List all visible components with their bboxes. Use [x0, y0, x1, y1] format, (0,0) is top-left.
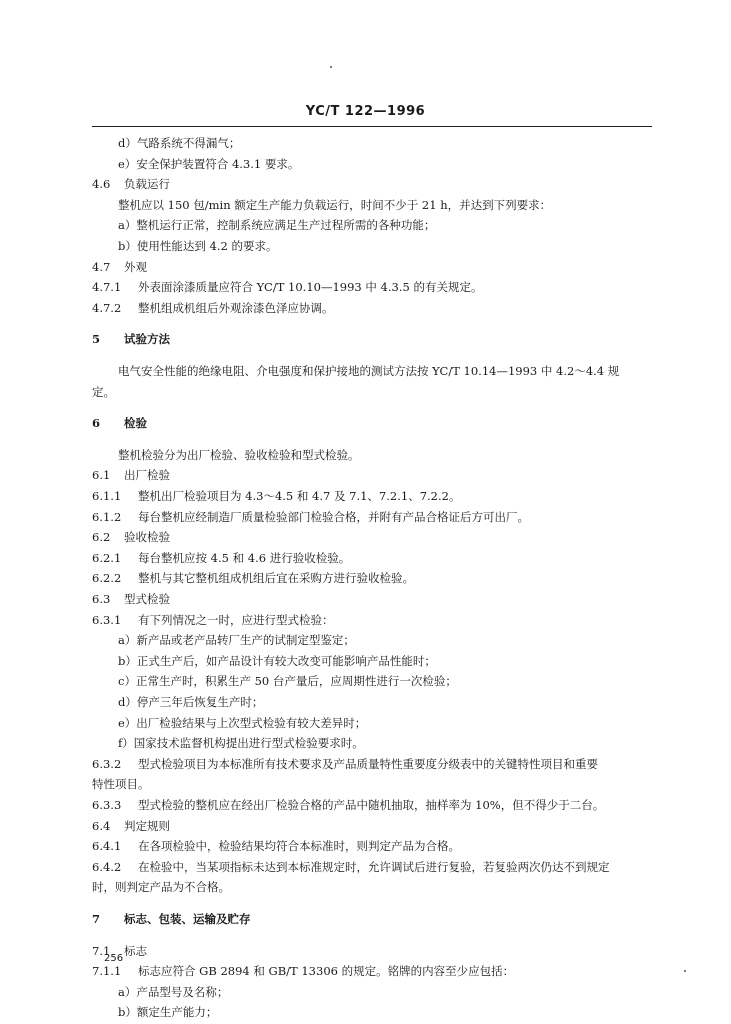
clause-number: 6.4.2: [92, 860, 122, 874]
clause-number: 6.2.2: [92, 571, 122, 585]
clause-line: [92, 571, 414, 585]
scan-speck: [684, 970, 686, 972]
clause-line: [92, 912, 251, 926]
line-text: 型式检验项目为本标准所有技术要求及产品质量特性重要度分级表中的关键特性项目和重要: [138, 757, 598, 771]
clause-line: [92, 489, 460, 503]
line-text: 电气安全性能的绝缘电阻、介电强度和保护接地的测试方法按 YC/T 10.14—1993 中 4.2～4.4 规: [118, 364, 620, 378]
text-line: [118, 364, 619, 378]
line-text: 每台整机应经制造厂质量检验部门检验合格，并附有产品合格证后方可出厂。: [138, 510, 529, 524]
line-text: b）正式生产后，如产品设计有较大改变可能影响产品性能时；: [118, 654, 436, 668]
clause-line: [92, 757, 598, 771]
line-text: 整机出厂检验项目为 4.3～4.5 和 4.7 及 7.1、7.2.1、7.2.2。: [138, 489, 461, 503]
text-line: [118, 736, 364, 750]
text-line: [118, 695, 263, 709]
clause-number: 6.1.1: [92, 489, 122, 503]
clause-line: [92, 260, 147, 274]
text-line: [92, 777, 150, 791]
clause-line: [92, 510, 529, 524]
clause-line: [92, 613, 334, 627]
text-line: [118, 716, 366, 730]
clause-number: 6.4.1: [92, 839, 122, 853]
line-text: 外表面涂漆质量应符合 YC/T 10.10—1993 中 4.3.5 的有关规定。: [138, 280, 483, 294]
line-text: 整机与其它整机组成机组后宜在采购方进行验收检验。: [138, 571, 414, 585]
line-text: b）使用性能达到 4.2 的要求。: [118, 239, 278, 253]
line-text: f）国家技术监督机构提出进行型式检验要求时。: [118, 736, 364, 750]
scan-speck: [330, 66, 332, 68]
line-text: e）出厂检验结果与上次型式检验有较大差异时；: [118, 716, 367, 730]
header-rule: [92, 126, 652, 127]
clause-number: 6.1.2: [92, 510, 122, 524]
line-text: 定。: [92, 385, 115, 399]
line-text: 整机组成机组后外观涂漆色泽应协调。: [138, 301, 334, 315]
text-line: [118, 654, 436, 668]
text-line: [118, 633, 355, 647]
clause-number: 4.6: [92, 177, 111, 191]
clause-line: [92, 332, 170, 346]
clause-line: [92, 551, 350, 565]
line-text: 负载运行: [124, 177, 170, 191]
line-text: 外观: [124, 260, 147, 274]
clause-number: 4.7.1: [92, 280, 122, 294]
line-text: d）停产三年后恢复生产时；: [118, 695, 264, 709]
line-text: 整机应以 150 包/min 额定生产能力负载运行，时间不少于 21 h，并达到下列要求：: [118, 198, 552, 212]
text-line: [118, 448, 360, 462]
text-line: [92, 880, 230, 894]
line-text: c）正常生产时，积累生产 50 台产量后，应周期性进行一次检验；: [118, 674, 457, 688]
line-text: 有下列情况之一时，应进行型式检验：: [138, 613, 334, 627]
clause-line: [92, 416, 147, 430]
line-text: a）产品型号及名称；: [118, 985, 229, 999]
clause-line: [92, 819, 170, 833]
line-text: 出厂检验: [124, 468, 170, 482]
clause-line: [92, 177, 170, 191]
line-text: 标志、包装、运输及贮存: [124, 912, 251, 926]
page-header: YC/T 122—1996: [305, 104, 426, 119]
line-text: 型式检验: [124, 592, 170, 606]
line-text: b）额定生产能力；: [118, 1005, 218, 1019]
text-line: [118, 136, 240, 150]
clause-number: 4.7.2: [92, 301, 122, 315]
clause-number: 4.7: [92, 260, 111, 274]
clause-number: 6.4: [92, 819, 111, 833]
line-text: 验收检验: [124, 530, 170, 544]
line-text: d）气路系统不得漏气；: [118, 136, 241, 150]
clause-line: [92, 280, 482, 294]
text-line: [118, 674, 457, 688]
clause-number: 6.3: [92, 592, 111, 606]
clause-line: [92, 798, 604, 812]
text-line: [118, 985, 228, 999]
line-text: 标志: [124, 944, 147, 958]
clause-line: [92, 839, 460, 853]
line-text: 整机检验分为出厂检验、验收检验和型式检验。: [118, 448, 360, 462]
clause-number: 6.1: [92, 468, 111, 482]
clause-line: [92, 468, 170, 482]
clause-line: [92, 592, 170, 606]
clause-number: 7.1: [92, 944, 111, 958]
text-line: [118, 1005, 217, 1019]
page-number: 256: [104, 953, 124, 964]
clause-number: 6.3.1: [92, 613, 122, 627]
clause-line: [92, 301, 334, 315]
clause-line: [92, 860, 610, 874]
clause-line: [92, 964, 514, 978]
clause-number: 7: [92, 912, 101, 926]
text-line: [118, 218, 435, 232]
text-line: [118, 239, 277, 253]
clause-number: 6.2.1: [92, 551, 122, 565]
line-text: 型式检验的整机应在经出厂检验合格的产品中随机抽取，抽样率为 10%，但不得少于二台。: [138, 798, 605, 812]
text-line: [92, 385, 115, 399]
clause-number: 6.2: [92, 530, 111, 544]
clause-number: 7.1.1: [92, 964, 122, 978]
line-text: 特性项目。: [92, 777, 150, 791]
line-text: 每台整机应按 4.5 和 4.6 进行验收检验。: [138, 551, 351, 565]
line-text: e）安全保护装置符合 4.3.1 要求。: [118, 157, 300, 171]
clause-number: 5: [92, 332, 101, 346]
line-text: a）新产品或老产品转厂生产的试制定型鉴定；: [118, 633, 355, 647]
clause-number: 6: [92, 416, 101, 430]
line-text: a）整机运行正常，控制系统应满足生产过程所需的各种功能；: [118, 218, 436, 232]
clause-number: 6.3.3: [92, 798, 122, 812]
line-text: 时，则判定产品为不合格。: [92, 880, 230, 894]
clause-number: 6.3.2: [92, 757, 122, 771]
line-text: 在各项检验中，检验结果均符合本标准时，则判定产品为合格。: [138, 839, 460, 853]
line-text: 检验: [124, 416, 147, 430]
clause-line: [92, 530, 170, 544]
line-text: 在检验中，当某项指标未达到本标准规定时，允许调试后进行复验，若复验两次仍达不到规定: [138, 860, 610, 874]
line-text: 判定规则: [124, 819, 170, 833]
line-text: 试验方法: [124, 332, 170, 346]
text-line: [118, 198, 551, 212]
line-text: 标志应符合 GB 2894 和 GB/T 13306 的规定。铭牌的内容至少应包括：: [138, 964, 515, 978]
text-line: [118, 157, 299, 171]
